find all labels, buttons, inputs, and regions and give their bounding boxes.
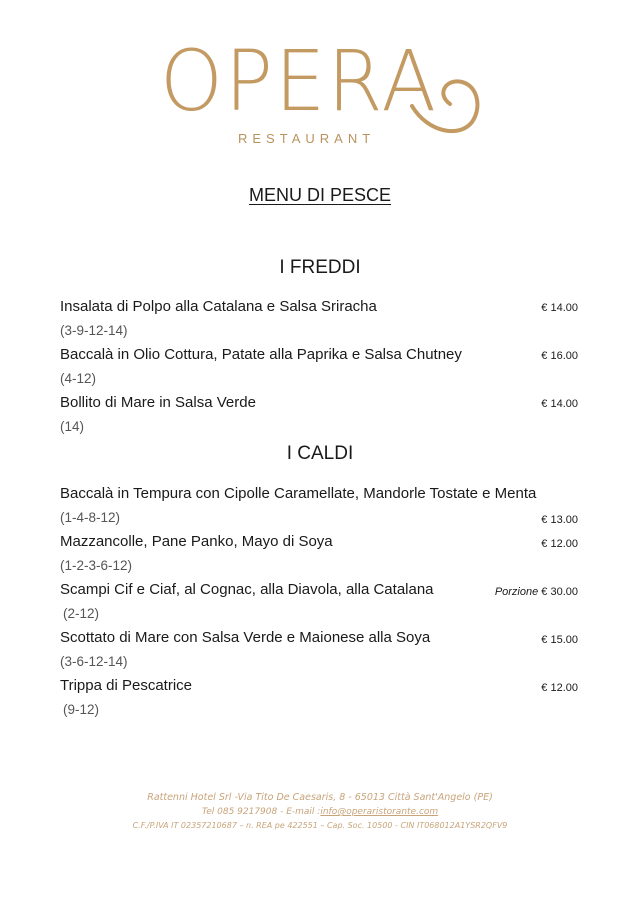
dish-price: € 14.00 (541, 398, 578, 410)
dish-name: Baccalà in Tempura con Cipolle Caramellate, Mandorle Tostate e Menta (60, 485, 537, 502)
dish-allergens: (3-9-12-14) (60, 323, 128, 338)
dish-name: Bollito di Mare in Salsa Verde (60, 394, 256, 411)
dish-price: € 14.00 (541, 302, 578, 314)
dish-allergens: (1-4-8-12) (60, 510, 121, 525)
logo-subtitle: RESTAURANT (238, 131, 376, 146)
dish-name: Insalata di Polpo alla Catalana e Salsa Sriracha (60, 298, 377, 315)
dish-price: € 30.00 (541, 586, 578, 598)
menu-title: MENU DI PESCE (248, 185, 392, 205)
footer-company: Rattenni Hotel Srl (147, 792, 232, 803)
dish-price: € 15.00 (541, 634, 578, 646)
dish-price-row (495, 586, 578, 598)
footer-address: -Via Tito De Caesaris, 8 - 65013 Città Sant'Angelo (PE) (234, 792, 493, 803)
dish-price: € 16.00 (541, 350, 578, 362)
footer-phone: Tel 085 9217908 - E-mail : (201, 807, 321, 817)
dish-name: Mazzancolle, Pane Panko, Mayo di Soya (60, 533, 333, 550)
dish-name: Baccalà in Olio Cottura, Patate alla Paprika e Salsa Chutney (60, 346, 462, 363)
logo-wordmark-text: OPERA (160, 38, 438, 130)
dish-price: € 12.00 (541, 538, 578, 550)
price-prefix: Porzione (494, 586, 539, 598)
dish-price: € 12.00 (541, 682, 578, 694)
footer-email-link[interactable]: info@operaristorante.com (320, 807, 439, 817)
dish-allergens: (2-12) (63, 606, 100, 621)
dish-name: Scottato di Mare con Salsa Verde e Maionese alla Soya (60, 629, 431, 646)
section-title-freddi: I FREDDI (279, 257, 361, 278)
dish-name: Trippa di Pescatrice (60, 677, 192, 694)
restaurant-logo (0, 38, 640, 158)
dish-allergens: (1-2-3-6-12) (60, 558, 133, 573)
footer-contact-line (0, 807, 640, 817)
footer-company-line (0, 792, 640, 803)
footer-legal: C.F./P.IVA IT 02357210687 – n. REA pe 422551 – Cap. Soc. 10500 - CIN IT068012A1YSR2QFV9 (132, 821, 508, 830)
dish-allergens: (14) (60, 419, 85, 434)
section-title-caldi: I CALDI (286, 443, 354, 464)
opera-wordmark-logo (160, 38, 490, 138)
dish-allergens: (9-12) (63, 702, 100, 717)
dish-allergens: (3-6-12-14) (60, 654, 128, 669)
dish-name: Scampi Cif e Ciaf, al Cognac, alla Diavola, alla Catalana (60, 581, 434, 598)
dish-price: € 13.00 (541, 514, 578, 526)
dish-allergens: (4-12) (60, 371, 97, 386)
